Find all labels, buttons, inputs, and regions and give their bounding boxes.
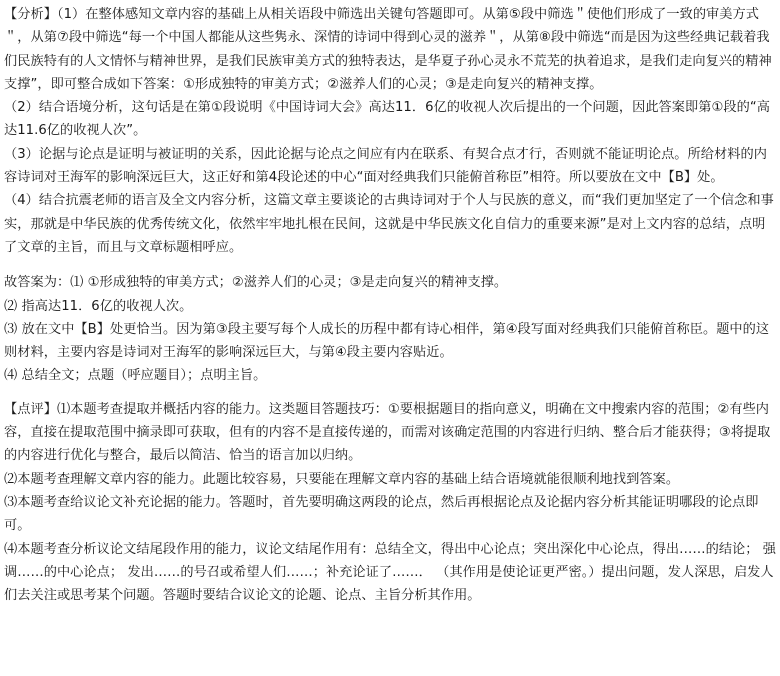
- comment-4: ⑷本题考查分析议论文结尾段作用的能力，议论文结尾作用有：总结全文，得出中心论点；突出深化中心论点，得出……的结论； 强调……的中心论点； 发出……的号召或希望人们……；补充论证了……． （其作用是使论证更严密。）提出问题，发人深思，启发人们去关注或思考某个问题。答题时要结合议论文的论题、论点、主旨分析其作用。: [4, 541, 777, 604]
- comment-2: ⑵本题考查理解文章内容的能力。此题比较容易，只要能在理解文章内容的基础上结合语境就能很顺利地找到答案。: [4, 471, 680, 487]
- section-spacer: [4, 388, 776, 398]
- analysis-paragraph-2: （2）结合语境分析，这句话是在第①段说明《中国诗词大会》高达11．6亿的收视人次后提出的一个问题，因此答案即第①段的“高达11.6亿的收视人次”。: [4, 100, 770, 139]
- answer-4: ⑷ 总结全文；点题（呼应题目）；点明主旨。: [4, 368, 267, 384]
- comment-section: [4, 398, 776, 608]
- answer-3: ⑶ 放在文中【B】处更恰当。因为第③段主要写每个人成长的历程中都有诗心相伴，第④段写面对经典我们只能俯首称臣。题中的这则材料，主要内容是诗词对王海军的影响深远巨大，与第④段主要内容贴近。: [4, 321, 770, 361]
- answer-1: 故答案为：⑴ ①形成独特的审美方式；②滋养人们的心灵；③是走向复兴的精神支撑。: [4, 275, 508, 291]
- analysis-paragraph-3: （3）论据与论点是证明与被证明的关系，因此论据与论点之间应有内在联系、有契合点才行，否则就不能证明论点。所给材料的内容诗词对王海军的影响深远巨大，这正好和第4段论述的中心“面对经典我们只能俯首称臣”相符。所以要放在文中【B】处。: [4, 146, 767, 186]
- analysis-paragraph-1: 【分析】（1）在整体感知文章内容的基础上从相关语段中筛选出关键句答题即可。从第⑤段中筛选＂使他们形成了一致的审美方式＂，从第⑦段中筛选“每一个中国人都能从这些隽永、深情的诗词中得到心灵的滋养＂，从第⑧段中筛选“而是因为这些经典记载着我们民族特有的人文情怀与精神世界，是我们民族审美方式的独特表达，是华夏子孙心灵永不荒芜的执着追求，是我们走向复兴的精神支撑”，即可整合成如下答案：①形成独特的审美方式；②滋养人们的心灵；③是走向复兴的精神支撑。: [4, 7, 772, 92]
- analysis-paragraph-4: （4）结合抗震老师的语言及全文内容分析，这篇文章主要谈论的古典诗词对于个人与民族的意义，而“我们更加坚定了一个信念和事实，那就是中华民族的优秀传统文化，依然牢牢地扎根在民间，这就是中华民族文化自信力的重要来源”是对上文内容的总结，点明了文章的主旨，而且与文章标题相呼应。: [4, 193, 774, 255]
- comment-1: 【点评】⑴本题考查提取并概括内容的能力。这类题目答题技巧：①要根据题目的指向意义，明确在文中搜索内容的范围；②有些内容，直接在提取范围中摘录即可获取，但有的内容不是直接传递的，而需对该确定范围的内容进行归纳、整合后才能获得；③将提取的内容进行优化与整合，最后以简洁、恰当的语言加以归纳。: [4, 401, 771, 464]
- answers-section: [4, 271, 776, 387]
- answer-2: ⑵ 指高达11．6亿的收视人次。: [4, 298, 193, 314]
- comment-3: ⑶本题考查给议论文补充论据的能力。答题时，首先要明确这两段的论点，然后再根据论点及论据内容分析其能证明哪段的论点即可。: [4, 494, 759, 534]
- analysis-section: [4, 3, 776, 259]
- section-spacer: [4, 259, 776, 271]
